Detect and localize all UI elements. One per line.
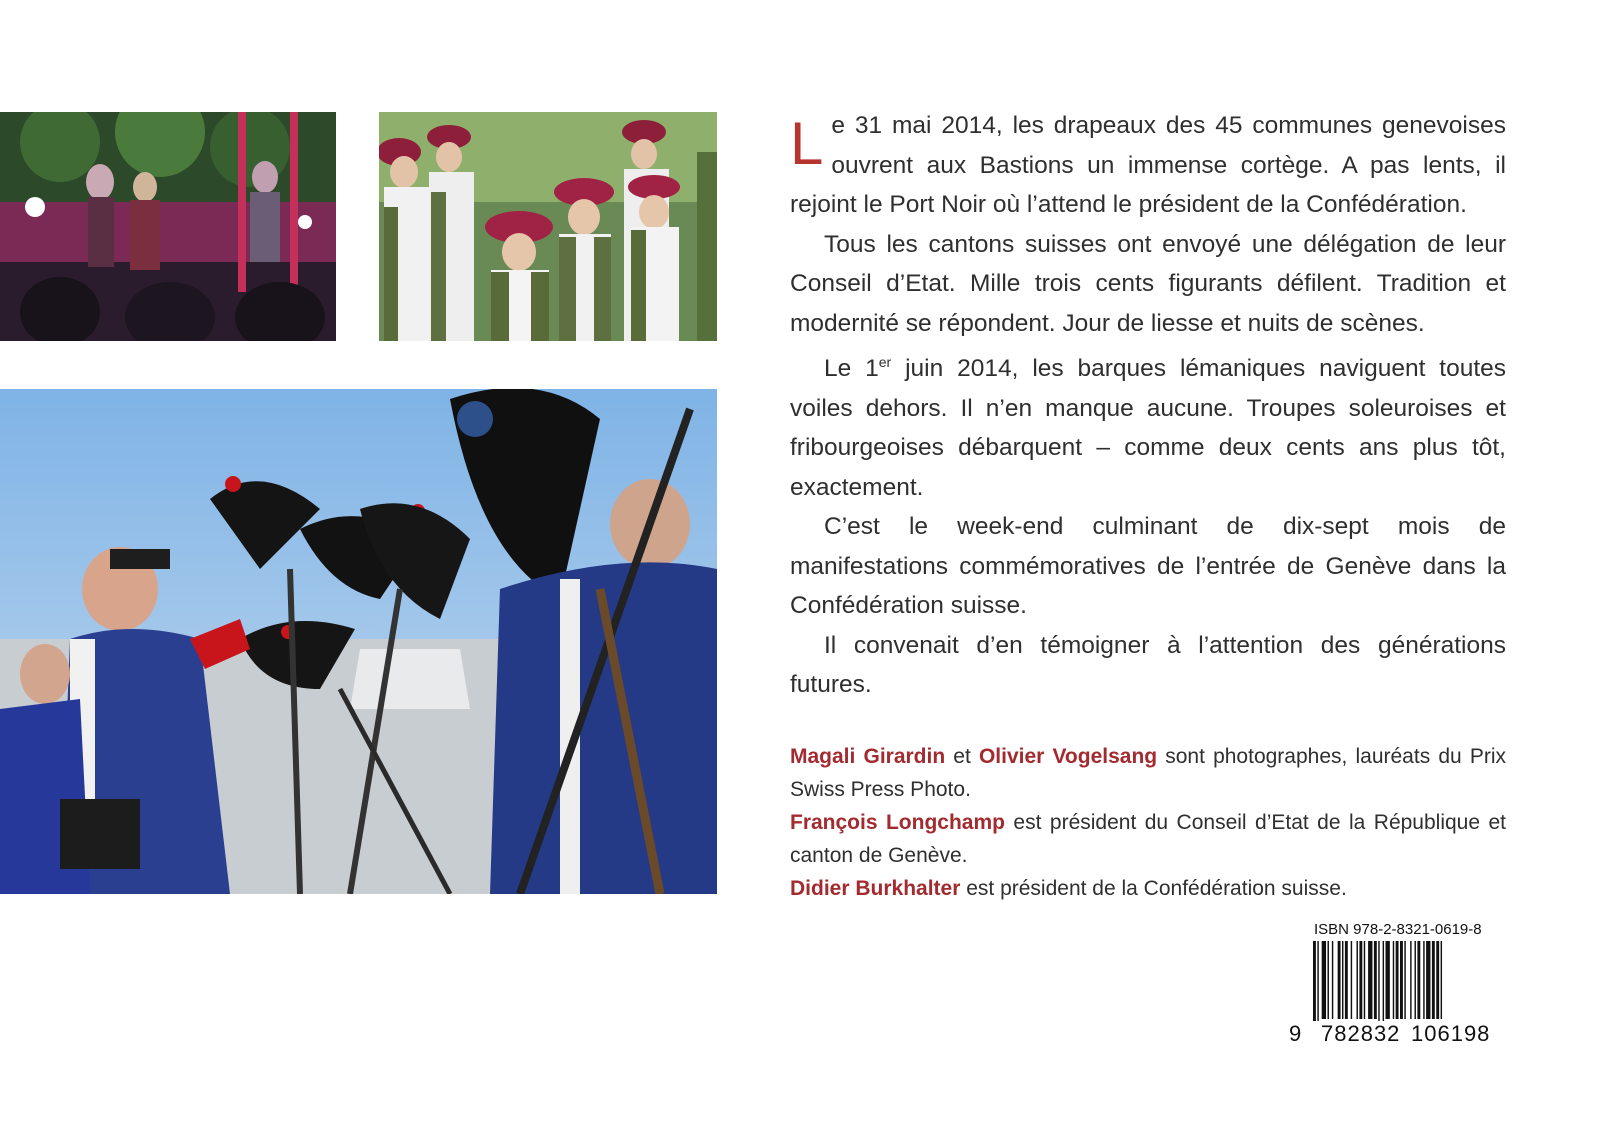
barcode-bar [1400, 941, 1403, 1019]
barcode-bar [1386, 941, 1390, 1019]
credit-name-burkhalter: Didier Burkhalter [790, 877, 961, 900]
barcode-bar [1417, 941, 1420, 1019]
isbn-digit-first: 9 [1289, 1021, 1303, 1046]
barcode-bar [1328, 941, 1329, 1019]
barcode-bar [1393, 941, 1394, 1019]
isbn-label: ISBN 978-2-8321-0619-8 [1314, 921, 1482, 938]
barcode-bar [1374, 941, 1377, 1019]
isbn-block [1285, 921, 1505, 1046]
paragraph-1-text: e 31 mai 2014, les drapeaux des 45 communes genevoises ouvrent aux Bastions un immense cortège. A pas lents, il rejoint le Port Noir où l’attend le président de la Confédération. [790, 112, 1506, 218]
barcode-bar [1338, 941, 1341, 1019]
barcode-bar [1415, 941, 1416, 1019]
cadets-photo [379, 112, 717, 341]
barcode-bar [1364, 941, 1365, 1019]
credit-burkhalter [790, 872, 1506, 905]
barcode-bar [1351, 941, 1352, 1019]
credit-conjunction: et [945, 745, 979, 768]
isbn-group-1: 782832 [1321, 1021, 1401, 1046]
barcode-bar [1368, 941, 1372, 1019]
barcode-bar [1396, 941, 1399, 1019]
paragraph-3-rest: juin 2014, les barques lémaniques naviguent toutes voiles dehors. Il n’en manque aucune. Troupes soleuroises et fribourgeoises débarquent – comme deux cents ans plus tôt, exactement. [790, 355, 1506, 501]
concert-photo [0, 112, 336, 341]
isbn-group-2: 106198 [1411, 1021, 1491, 1046]
barcode-bar [1426, 941, 1430, 1019]
barcode-bar [1423, 941, 1424, 1019]
credit-longchamp [790, 806, 1506, 872]
barcode-bar [1332, 941, 1333, 1019]
author-credits [790, 740, 1506, 905]
paragraph-5: Il convenait d’en témoigner à l’attention des générations futures. [790, 631, 1506, 699]
paragraph-2: Tous les cantons suisses ont envoyé une délégation de leur Conseil d’Etat. Mille trois cents figurants défilent. Tradition et modernité se répondent. Jour de liesse et nuits de scènes. [790, 230, 1506, 337]
paragraph-1 [790, 106, 1506, 225]
barcode-bar [1410, 941, 1411, 1019]
barcode-bar [1359, 941, 1362, 1019]
credit-photographers [790, 740, 1506, 806]
barcode-icon [1313, 941, 1503, 1021]
credit-name-longchamp: François Longchamp [790, 811, 1005, 834]
barcode-bar [1313, 941, 1316, 1021]
credit-text-longchamp: est président du Conseil d’Etat de la République et canton de Genève. [790, 811, 1506, 867]
paragraph-3-start: Le 1 [824, 355, 879, 383]
barcode-bar [1378, 941, 1379, 1021]
barcode-bar [1441, 941, 1442, 1019]
barcode-bar [1342, 941, 1343, 1019]
credit-name-vogelsang: Olivier Vogelsang [978, 745, 1158, 768]
superscript-er: er [878, 354, 892, 370]
main-text [790, 106, 1506, 705]
barcode-bar [1404, 941, 1405, 1019]
credit-name-girardin: Magali Girardin [790, 745, 946, 768]
barcode-bar [1345, 941, 1348, 1019]
barcode-bar [1432, 941, 1435, 1019]
soldiers-photo [0, 389, 717, 894]
barcode-bar [1357, 941, 1358, 1019]
paragraph-3 [790, 343, 1506, 507]
barcode-bar [1383, 941, 1384, 1021]
barcode-bar [1322, 941, 1326, 1019]
paragraph-4: C’est le week-end culminant de dix-sept mois de manifestations commémoratives de l’entrée de Genève dans la Confédération suisse. [790, 513, 1506, 620]
credit-text-photographers: sont photographes, lauréats du Prix Swiss Press Photo. [790, 745, 1506, 801]
barcode-bar [1436, 941, 1439, 1019]
credit-text-burkhalter: est président de la Confédération suisse. [960, 877, 1347, 900]
barcode-bar [1317, 941, 1318, 1021]
drop-cap: L [790, 110, 824, 177]
